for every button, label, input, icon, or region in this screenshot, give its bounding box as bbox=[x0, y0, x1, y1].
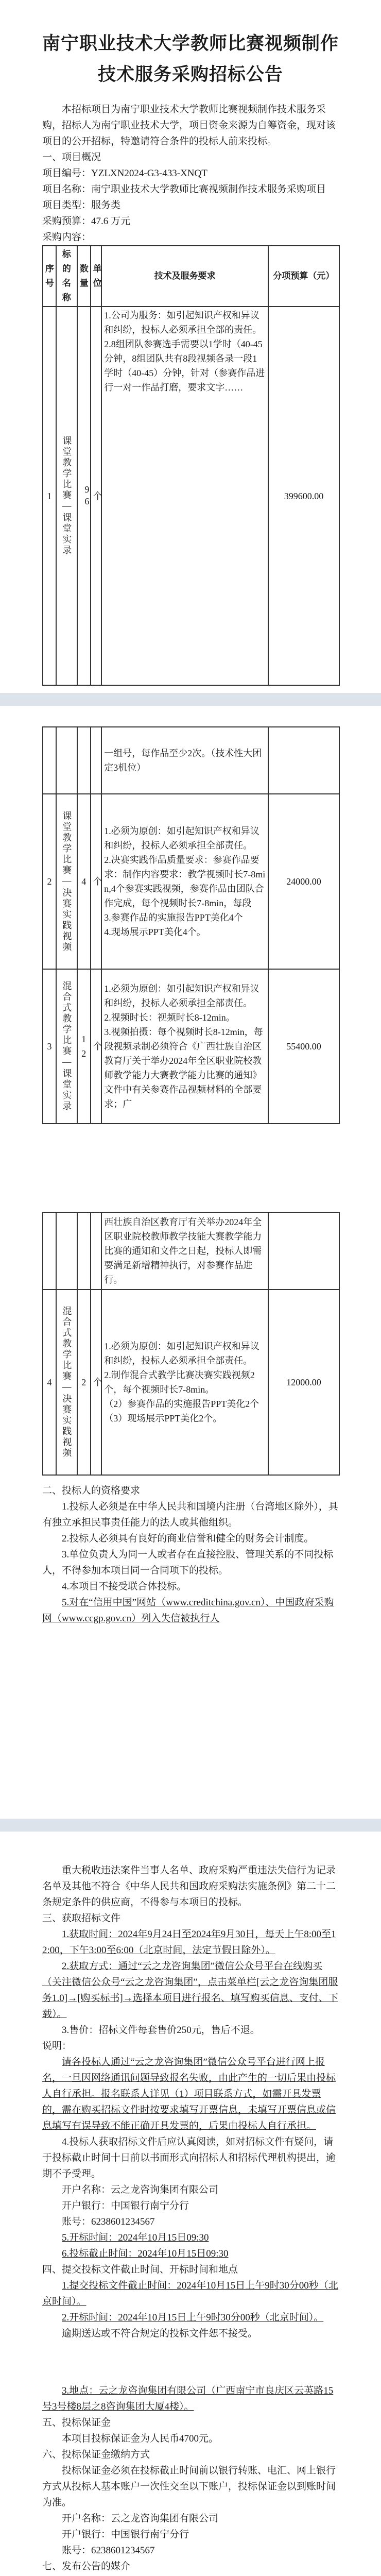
requirement-line: 3.参赛作品的实施报告PPT美化4个 bbox=[104, 912, 243, 923]
body-line: 账号：6238601234567 bbox=[62, 2545, 155, 2556]
procurement-table bbox=[42, 245, 340, 686]
row-number: 4 bbox=[43, 1290, 56, 1475]
item-budget: 399600.00 bbox=[268, 307, 339, 685]
section-heading: 七、发布公告的媒介 bbox=[42, 2561, 131, 2572]
table-row bbox=[43, 727, 339, 794]
document-title: 南宁职业技术大学教师比赛视频制作技术服务采购招标公告 bbox=[42, 33, 339, 85]
body-paragraph: 重大税收违法案件当事人名单、政府采购严重违法失信行为记录名单及其他不符合《中华人民共和国政府采购法实施条例》第二十二条规定条件的供应商，不得参与本项目的投标。 bbox=[42, 1865, 336, 1908]
qualification-item: 5.对在“信用中国”网站（www.creditchina.gov.cn）、中国政府采购网（www.ccgp.gov.cn）列入失信被执行人 bbox=[42, 1597, 334, 1624]
document-page-3 bbox=[0, 1832, 381, 2576]
item-quantity: 2 bbox=[77, 1290, 91, 1475]
obtain-item: 1.获取时间：2024年9月24日至2024年9月30日，每天上午8:00至12:00，下午3:00至6:00（北京时间，法定节假日除外）。 bbox=[42, 1929, 336, 1956]
qualification-item: 1.投标人必须是在中华人民共和国境内注册（台湾地区除外），具有独立承担民事责任能力的法人或其他组织。 bbox=[42, 1501, 338, 1528]
submit-item: 1.提交投标文件截止时间：2024年10月15日上午9时30分00秒（北京时间）。 bbox=[42, 2280, 338, 2307]
row-number: 1 bbox=[43, 307, 56, 685]
requirement-line: 1.必须为原创：如引起知识产权和异议和纠纷，投标人必须承担全部责任。 bbox=[104, 984, 259, 1008]
section-heading: 六、投标保证金缴纳方式 bbox=[42, 2449, 150, 2460]
requirement-line: 西壮族自治区教育厅有关举办2024年全区职业院校教师教学技能大赛教学能力比赛的通知和文件之日起，投标人即需要满足新增精神执行，对参赛作品进行。 bbox=[104, 1217, 262, 1285]
item-unit: 个 bbox=[91, 969, 102, 1124]
item-budget bbox=[268, 1212, 339, 1290]
requirement-line: 一组号，每作品至少2次。（技术性大团定3机位） bbox=[104, 748, 262, 773]
item-budget: 24000.00 bbox=[268, 794, 339, 969]
qualification-item: 2.投标人必须具有良好的商业信誉和健全的财务会计制度。 bbox=[62, 1533, 314, 1544]
obtain-item: 3.售价：招标文件每套售价250元，售后不退。 bbox=[62, 2025, 260, 2036]
header-cell: 序号 bbox=[43, 246, 56, 307]
item-unit bbox=[91, 1212, 102, 1290]
item-unit: 个 bbox=[91, 307, 102, 685]
item-quantity: 96 bbox=[81, 484, 92, 508]
item-budget: 55400.00 bbox=[268, 969, 339, 1124]
row-number bbox=[43, 1212, 56, 1290]
row-number bbox=[43, 727, 56, 794]
item-quantity: 12 bbox=[77, 969, 91, 1124]
submit-item: 逾期送达或不符合规定的投标文件恕不接受。 bbox=[62, 2328, 258, 2339]
obtain-item: 开户银行：中国银行南宁分行 bbox=[62, 2200, 189, 2211]
requirement-line: 2.决赛实践作品质量要求：参赛作品要求：制作内容要求：教学视频时长7-8min,4个参赛实践视频，参赛作品由团队合作完成，每个视频时长7-8min，每段 bbox=[104, 855, 266, 908]
row-number: 3 bbox=[43, 969, 56, 1124]
body-line: 3.地点：云之龙咨询集团有限公司（广西南宁市良庆区云英路15号3号楼8层之8咨询集团大厦4楼）。 bbox=[42, 2385, 334, 2412]
procurement-table-continued bbox=[42, 726, 340, 1124]
item-quantity bbox=[77, 727, 91, 794]
requirement-line: 1.必须为原创：如引起知识产权和异议和纠纷，投标人必须承担全部责任。 bbox=[104, 1341, 259, 1366]
item-name bbox=[56, 727, 77, 794]
obtain-item: 6.投标截止时间：2024年10月15日09:30 bbox=[62, 2248, 229, 2259]
row-number: 2 bbox=[43, 794, 56, 969]
project-budget: 采购预算：47.6 万元 bbox=[42, 216, 131, 227]
document-page-1 bbox=[0, 0, 381, 693]
table-row bbox=[43, 1212, 339, 1290]
section-heading: 一、项目概况 bbox=[42, 152, 101, 163]
obtain-item: 5.开标时间：2024年10月15日09:30 bbox=[62, 2232, 209, 2243]
item-unit: 个 bbox=[91, 794, 102, 969]
body-line: 开户名称：云之龙咨询集团有限公司 bbox=[62, 2513, 219, 2524]
header-cell: 单位 bbox=[91, 246, 102, 307]
project-name: 项目名称：南宁职业技术大学教师比赛视频制作技术服务采购项目 bbox=[42, 184, 326, 195]
table-row bbox=[43, 307, 339, 685]
intro-paragraph: 本招标项目为南宁职业技术大学教师比赛视频制作技术服务采购，招标人为南宁职业技术大学，项目资金来源为自筹资金，现对该项目的公开招标，特邀请符合条件的投标人前来投标。 bbox=[42, 104, 336, 147]
section-heading: 二、投标人的资格要求 bbox=[42, 1485, 141, 1496]
section-heading: 三、获取招标文件 bbox=[42, 1913, 121, 1924]
requirement-line: 3.视频拍摄：每个视频时长8-12min，每段视频录制必须符合《广西壮族自治区教育厅关于举办2024年全区职业院校教师教学能力大赛教学能力比赛的通知》文件中有关参赛作品视频材料的全部要求；广 bbox=[104, 1027, 263, 1109]
obtain-item: 请各投标人通过“云之龙咨询集团”微信公众号平台进行网上报名，一旦因网络通讯问题导致报名失败，由此产生的一切后果由投标人自行承担。报名联系人详见（1）项目联系方式，如需开具发票的，需在购买招标文件时按要求填写开票信息，未填写开票信息或信息填写有误导致不能正确开具发票的，后果由投标人自行承担。 bbox=[42, 2057, 336, 2131]
item-budget bbox=[268, 727, 339, 794]
obtain-item: 4.投标人获取招标文件后应认真阅读，如对招标文件有疑问，请于投标截止时间十日前以书面形式向招标人和招标代理机构提出，逾期不予受理。 bbox=[42, 2137, 336, 2179]
table-row bbox=[43, 969, 339, 1124]
body-line: 投标保证金必须在投标截止时间前以银行转账、电汇、网上银行方式从投标人基本账户一次性交至以下账户，投标保证金以到账时间为准。 bbox=[42, 2465, 336, 2508]
section-heading: 五、投标保证金 bbox=[42, 2417, 111, 2428]
item-name: 课堂教学比赛—课堂实录 bbox=[61, 436, 72, 556]
item-unit bbox=[91, 727, 102, 794]
requirement-line: 1.必须为原创：如引起知识产权和异议和纠纷，投标人必须承担全部责任。 bbox=[104, 826, 259, 851]
requirement-line: 2.制作混合式教学比赛决赛实践视频2个，每个视频时长7-8min。 bbox=[104, 1370, 255, 1395]
item-name: 混合式教学比赛—课堂实录 bbox=[61, 981, 72, 1112]
obtain-item: 2.获取方式：通过“云之龙咨询集团”微信公众号平台在线购买（关注微信公众号“云之龙咨询集团”，点击菜单栏[云之龙咨询集团服务1.0]→[购买标书]→选择本项目进行报名、填写购买信息、支付、下载）。 bbox=[42, 1961, 338, 2020]
qualification-item: 4.本项目不接受联合体投标。 bbox=[62, 1581, 187, 1592]
requirement-line: 2.8组团队参赛选手需要以1学时（40-45分钟，8组团队共有8段视频各录一段1学时（40-45）分钟，针对（参赛作品进行一对一作品打磨，要求文字…… bbox=[104, 339, 265, 393]
item-name: 混合式教学比赛—决赛实践视频 bbox=[61, 1306, 72, 1459]
procurement-table-continued-2 bbox=[42, 1212, 340, 1476]
requirement-line: 2.视频时长：视频时长8-12min。 bbox=[104, 1012, 235, 1023]
header-cell: 分项预算（元） bbox=[268, 246, 339, 307]
project-needs: 采购内容： bbox=[42, 232, 92, 243]
body-line: 本项目投标保证金为人民币4700元。 bbox=[62, 2433, 219, 2444]
obtain-item: 说明： bbox=[42, 2041, 72, 2052]
submit-item: 2.开标时间：2024年10月15日上午9时30分00秒（北京时间）。 bbox=[62, 2312, 324, 2323]
document-page-2 bbox=[0, 706, 381, 1819]
table-header-row bbox=[43, 246, 339, 307]
item-unit: 个 bbox=[91, 1290, 102, 1475]
table-row bbox=[43, 794, 339, 969]
requirement-line: （3）现场展示PPT美化2个。 bbox=[104, 1413, 222, 1423]
requirement-line: （2）参赛作品的实施报告PPT美化2个 bbox=[104, 1399, 259, 1409]
header-cell: 技术及服务要求 bbox=[101, 246, 268, 307]
obtain-item: 账号：6238601234567 bbox=[62, 2216, 155, 2227]
header-cell: 数量 bbox=[77, 246, 91, 307]
project-type: 项目类型：服务类 bbox=[42, 200, 121, 211]
requirement-line: 1.公司为服务：如引起知识产权和异议和纠纷，投标人必须承担全部的责任。 bbox=[104, 310, 262, 335]
item-name bbox=[56, 1212, 77, 1290]
item-budget: 12000.00 bbox=[268, 1290, 339, 1475]
table-row bbox=[43, 1290, 339, 1475]
header-cell: 标的名称 bbox=[56, 246, 77, 307]
section-heading: 四、提交投标文件截止时间、开标时间和地点 bbox=[42, 2264, 238, 2275]
item-name: 课堂教学比赛—决赛实践视频 bbox=[61, 810, 72, 953]
item-quantity bbox=[77, 1212, 91, 1290]
body-line: 开户银行：中国银行南宁分行 bbox=[62, 2529, 189, 2540]
requirement-line: 4.现场展示PPT美化4个。 bbox=[104, 927, 206, 937]
item-quantity: 4 bbox=[77, 794, 91, 969]
obtain-item: 开户名称：云之龙咨询集团有限公司 bbox=[62, 2184, 219, 2195]
project-code: 项目编号：YZLXN2024-G3-433-XNQT bbox=[42, 168, 207, 179]
qualification-item: 3.单位负责人为同一人或者存在直接控股、管理关系的不同投标人，不得参加本项目同一合同项下的投标。 bbox=[42, 1549, 334, 1576]
